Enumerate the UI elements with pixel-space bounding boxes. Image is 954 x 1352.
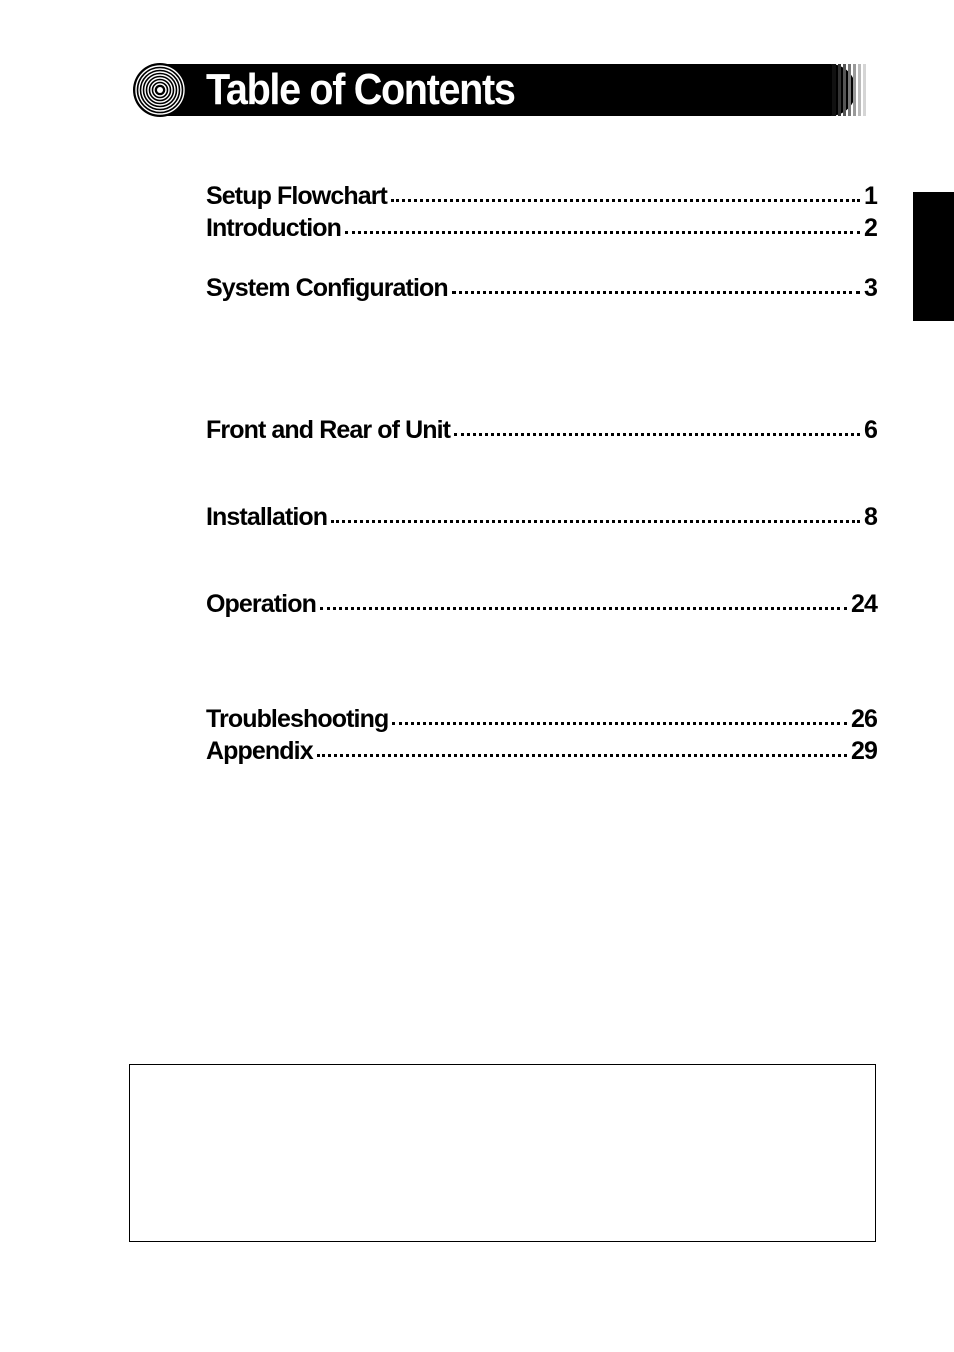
toc-entry-title: Troubleshooting — [206, 705, 389, 733]
page-title: Table of Contents — [206, 65, 515, 114]
toc-entry-setup-flowchart[interactable] — [206, 179, 877, 213]
toc-entry-title: Introduction — [206, 214, 342, 242]
toc-dot-leader — [452, 291, 860, 294]
toc-entry-page: 8 — [863, 503, 877, 531]
toc-dot-leader — [345, 231, 860, 234]
toc-entry-title: Installation — [206, 503, 328, 531]
toc-entry-installation[interactable] — [206, 500, 877, 534]
toc-entry-page: 24 — [850, 590, 877, 618]
toc-entry-page: 2 — [863, 214, 877, 242]
toc-entry-page: 29 — [850, 737, 877, 765]
toc-entry-system-configuration[interactable] — [206, 271, 877, 305]
toc-dot-leader — [331, 520, 860, 523]
notice-box — [129, 1064, 876, 1242]
toc-entry-introduction[interactable] — [206, 211, 877, 245]
section-side-tab — [913, 192, 954, 321]
toc-entry-title: Setup Flowchart — [206, 182, 387, 210]
header-banner — [132, 62, 878, 118]
toc-dot-leader — [392, 722, 847, 725]
toc-dot-leader — [317, 754, 847, 757]
toc-entry-page: 6 — [863, 416, 877, 444]
toc-entry-title: Operation — [206, 590, 316, 618]
toc-entry-front-and-rear-of-unit[interactable] — [206, 413, 877, 447]
toc-entry-appendix[interactable] — [206, 734, 877, 768]
toc-entry-title: Appendix — [206, 737, 313, 765]
toc-dot-leader — [391, 199, 860, 202]
header-bar-fade — [832, 64, 878, 116]
toc-dot-leader — [454, 433, 860, 436]
toc-entry-title: Front and Rear of Unit — [206, 416, 451, 444]
toc-entry-page: 1 — [863, 182, 877, 210]
toc-entry-operation[interactable] — [206, 587, 877, 621]
disc-rings-icon — [132, 62, 188, 118]
toc-entry-troubleshooting[interactable] — [206, 702, 877, 736]
toc-entry-title: System Configuration — [206, 274, 448, 302]
toc-dot-leader — [320, 607, 847, 610]
toc-entry-page: 26 — [850, 705, 877, 733]
toc-entry-page: 3 — [863, 274, 877, 302]
